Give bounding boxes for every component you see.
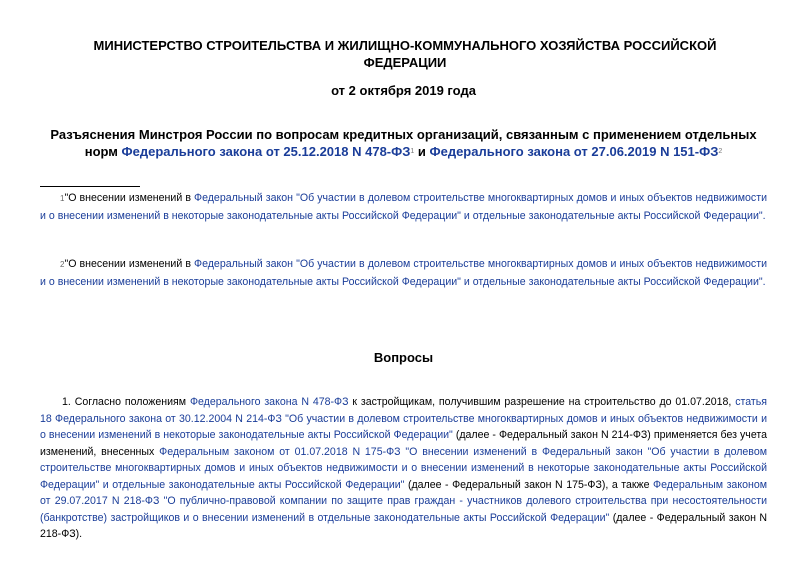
question-1-link-218[interactable]: Федеральным законом от 29.07.2017 N 218-ФЗ "О публично-правовой компании по защите прав граждан - участников долевого строительства при несостоятельности (банкротстве) застройщиков и о внесении изменений в отдельные законодательные акты Российской Федерации" bbox=[40, 478, 767, 524]
law-151-link[interactable]: Федерального закона от 27.06.2019 N 151-ФЗ bbox=[429, 144, 719, 159]
footnote-1-link[interactable]: Федеральный закон "Об участии в долевом строительстве многоквартирных домов и иных объектов недвижимости и о внесении изменений в некоторые законодательные акты Российской Федерации" и отдельные законодательные акты Российской Федерации". bbox=[40, 192, 767, 222]
question-1-text-2: к застройщикам, получившим разрешение на строительство до 01.07.2018, bbox=[348, 396, 736, 408]
law-478-link[interactable]: Федерального закона от 25.12.2018 N 478-ФЗ bbox=[121, 144, 411, 159]
question-1-text-5: (далее - Федеральный закон N 218-ФЗ). bbox=[40, 511, 768, 540]
questions-heading: Вопросы bbox=[373, 350, 434, 365]
question-1-link-478[interactable]: Федерального закона N 478-ФЗ bbox=[189, 396, 349, 408]
question-1-link-214[interactable]: статья 18 Федерального закона от 30.12.2004 N 214-ФЗ "Об участии в долевом строительстве многоквартирных домов и иных объектов недвижимости и о внесении изменений в некоторые законодательные акты Российской Федерации" bbox=[40, 396, 768, 441]
question-1-text-1: 1. Согласно положениям bbox=[62, 396, 190, 408]
footnote-2-link[interactable]: Федеральный закон "Об участии в долевом строительстве многоквартирных домов и иных объектов недвижимости и о внесении изменений в некоторые законодательные акты Российской Федерации" и отдельные законодательные акты Российской Федерации". bbox=[40, 258, 767, 288]
footnote-ref-1[interactable]: 1 bbox=[410, 148, 415, 155]
footnote-1 bbox=[40, 190, 767, 224]
footnote-mark-2: 2 bbox=[60, 260, 65, 269]
footnote-2 bbox=[40, 256, 767, 290]
heading-connector: и bbox=[414, 144, 430, 159]
footnote-mark-1: 1 bbox=[60, 194, 65, 203]
document-heading bbox=[40, 126, 767, 160]
question-1 bbox=[40, 394, 767, 543]
ministry-title: МИНИСТЕРСТВО СТРОИТЕЛЬСТВА И ЖИЛИЩНО-КОММУНАЛЬНОГО ХОЗЯЙСТВА РОССИЙСКОЙ ФЕДЕРАЦИИ bbox=[93, 38, 717, 70]
heading-prefix: Разъяснения Минстроя России по вопросам кредитных организаций, связанным с применением отдельных норм bbox=[50, 127, 757, 159]
footnote-ref-2[interactable]: 2 bbox=[718, 148, 723, 155]
question-1-text-4: (далее - Федеральный закон N 175-ФЗ), а также bbox=[404, 478, 654, 491]
footnote-1-prefix: "О внесении изменений в bbox=[64, 192, 195, 204]
footnote-2-prefix: "О внесении изменений в bbox=[64, 258, 195, 270]
document-date: от 2 октября 2019 года bbox=[331, 83, 476, 98]
footnote-divider bbox=[40, 186, 140, 187]
question-1-text-3: (далее - Федеральный закон N 214-ФЗ) применяется без учета изменений, внесенных bbox=[40, 429, 767, 458]
question-1-link-175[interactable]: Федеральным законом от 01.07.2018 N 175-ФЗ "О внесении изменений в Федеральный закон "Об участии в долевом строительстве многоквартирных домов и иных объектов недвижимости и о внесении изменений в некоторые законодательные акты Российской Федерации" и отдельные законодательные акты Российской Федерации" bbox=[40, 445, 767, 491]
